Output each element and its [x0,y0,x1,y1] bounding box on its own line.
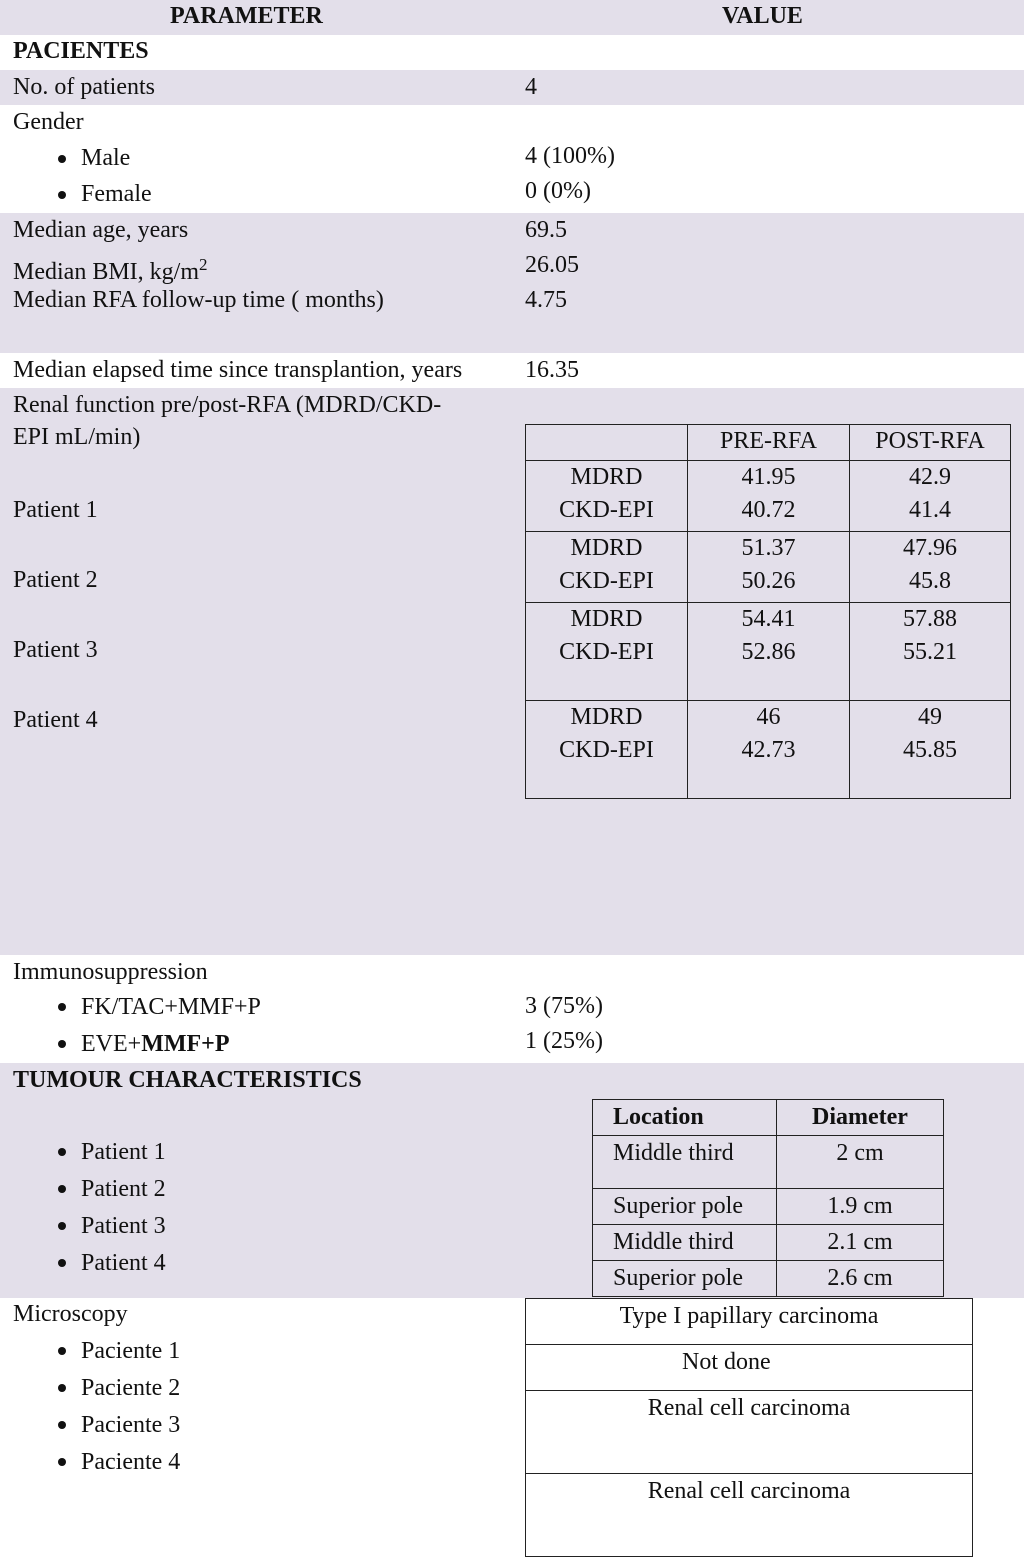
immuno-item-1-label: FK/TAC+MMF+P [81,994,261,1020]
bmi-value: 26.05 [525,252,579,278]
immuno-item-1-value: 3 (75%) [525,993,603,1019]
elapsed-label: Median elapsed time since transplantion, years [13,357,463,383]
renal-patient-4: Patient 4 [13,707,98,733]
tumour-col-diameter: Diameter [777,1100,944,1136]
bmi-label-text: Median BMI, kg/m [13,259,199,285]
male-label: Male [81,145,131,171]
microscopy-row [526,1474,973,1557]
renal-post-cell [850,532,1011,603]
num-patients-value: 4 [525,74,537,100]
age-value: 69.5 [525,217,567,243]
bullet-icon [58,1458,66,1466]
microscopy-result-cell: Type I papillary carcinoma [526,1299,973,1345]
microscopy-patient-1: Paciente 1 [81,1338,181,1364]
renal-function-table [525,424,1011,799]
age-label: Median age, years [13,217,189,243]
renal-post-cell [850,603,1011,701]
renal-patient-1: Patient 1 [13,497,98,523]
renal-table-row [526,532,1011,603]
renal-metric-cell [526,532,688,603]
tumour-table [592,1099,944,1297]
header-parameter: PARAMETER [170,3,323,29]
tumour-patient-4: Patient 4 [81,1250,166,1276]
renal-metric-cell [526,701,688,799]
bullet-icon [58,1347,66,1355]
tumour-patient-1: Patient 1 [81,1139,166,1165]
renal-col-post: POST-RFA [850,425,1011,461]
immuno-item-2-bold: MMF+P [141,1031,230,1057]
renal-table-row [526,701,1011,799]
metric-ckd-epi: CKD-EPI [559,737,654,763]
pre-mdrd: 54.41 [741,606,796,632]
renal-pre-cell [688,461,850,532]
tumour-table-row [593,1189,944,1225]
metric-ckd-epi: CKD-EPI [559,639,654,665]
microscopy-patient-2: Paciente 2 [81,1375,181,1401]
renal-label-line1: Renal function pre/post-RFA (MDRD/CKD- [13,392,442,418]
renal-patient-2: Patient 2 [13,567,98,593]
tumour-location-cell: Superior pole [593,1261,777,1297]
tumour-diameter-cell: 1.9 cm [777,1189,944,1225]
post-ckd: 55.21 [903,639,957,665]
tumour-col-location: Location [593,1100,777,1136]
renal-post-cell [850,461,1011,532]
renal-post-cell [850,701,1011,799]
bullet-icon [58,191,66,199]
followup-label: Median RFA follow-up time ( months) [13,287,384,313]
bullet-icon [58,1148,66,1156]
pre-ckd: 40.72 [741,497,796,523]
bmi-label [13,250,208,287]
microscopy-row [526,1391,973,1474]
post-ckd: 45.8 [909,568,951,594]
gender-label: Gender [13,109,84,135]
post-mdrd: 47.96 [903,535,957,561]
header-value: VALUE [722,3,803,29]
renal-pre-cell [688,701,850,799]
tumour-heading: TUMOUR CHARACTERISTICS [13,1067,362,1093]
followup-value: 4.75 [525,287,567,313]
microscopy-table [525,1298,973,1557]
tumour-diameter-cell: 2 cm [777,1136,944,1189]
renal-table-corner [526,425,688,461]
microscopy-patient-3: Paciente 3 [81,1412,181,1438]
microscopy-patient-4: Paciente 4 [81,1449,181,1475]
female-label: Female [81,181,152,207]
bullet-icon [58,1040,66,1048]
renal-pre-cell [688,532,850,603]
tumour-patient-3: Patient 3 [81,1213,166,1239]
renal-label-line2: EPI mL/min) [13,424,141,450]
renal-patient-3: Patient 3 [13,637,98,663]
renal-metric-cell [526,461,688,532]
immuno-item-2-value: 1 (25%) [525,1028,603,1054]
female-value: 0 (0%) [525,178,591,204]
renal-metric-cell [526,603,688,701]
bullet-icon [58,1384,66,1392]
microscopy-label: Microscopy [13,1301,128,1327]
tumour-table-row [593,1261,944,1297]
renal-table-row [526,461,1011,532]
microscopy-result-cell: Not done [526,1345,973,1391]
metric-mdrd: MDRD [570,464,643,490]
pre-ckd: 52.86 [741,639,796,665]
tumour-table-row [593,1225,944,1261]
post-mdrd: 49 [918,704,942,730]
post-ckd: 45.85 [903,737,957,763]
tumour-location-cell: Middle third [593,1136,777,1189]
tumour-location-cell: Middle third [593,1225,777,1261]
header-band [0,0,1024,35]
tumour-table-header-row [593,1100,944,1136]
microscopy-row [526,1345,973,1391]
renal-pre-cell [688,603,850,701]
tumour-patient-2: Patient 2 [81,1176,166,1202]
metric-mdrd: MDRD [570,535,643,561]
num-patients-label: No. of patients [13,74,155,100]
tumour-diameter-cell: 2.6 cm [777,1261,944,1297]
pre-mdrd: 41.95 [741,464,796,490]
bullet-icon [58,1421,66,1429]
microscopy-result-cell: Renal cell carcinoma [526,1391,973,1474]
metric-ckd-epi: CKD-EPI [559,568,654,594]
male-value: 4 (100%) [525,143,615,169]
pre-mdrd: 51.37 [741,535,796,561]
metric-mdrd: MDRD [570,704,643,730]
bullet-icon [58,1003,66,1011]
microscopy-result-cell: Renal cell carcinoma [526,1474,973,1557]
renal-col-pre: PRE-RFA [688,425,850,461]
elapsed-value: 16.35 [525,357,579,383]
post-mdrd: 42.9 [909,464,951,490]
metric-ckd-epi: CKD-EPI [559,497,654,523]
pre-mdrd: 46 [756,704,781,730]
tumour-location-cell: Superior pole [593,1189,777,1225]
pre-ckd: 42.73 [741,737,796,763]
immuno-item-2-label [81,1029,230,1059]
renal-table-row [526,603,1011,701]
pre-ckd: 50.26 [741,568,796,594]
bullet-icon [58,1185,66,1193]
bullet-icon [58,1259,66,1267]
bullet-icon [58,1222,66,1230]
metric-mdrd: MDRD [570,606,643,632]
tumour-diameter-cell: 2.1 cm [777,1225,944,1261]
microscopy-row [526,1299,973,1345]
tumour-table-row [593,1136,944,1189]
post-ckd: 41.4 [909,497,951,523]
pacientes-heading: PACIENTES [13,38,149,64]
bmi-label-sup: 2 [199,255,208,274]
immuno-item-2-prefix: EVE+ [81,1031,142,1057]
immuno-label: Immunosuppression [13,959,208,985]
renal-table-header-row [526,425,1011,461]
post-mdrd: 57.88 [903,606,957,632]
bullet-icon [58,155,66,163]
